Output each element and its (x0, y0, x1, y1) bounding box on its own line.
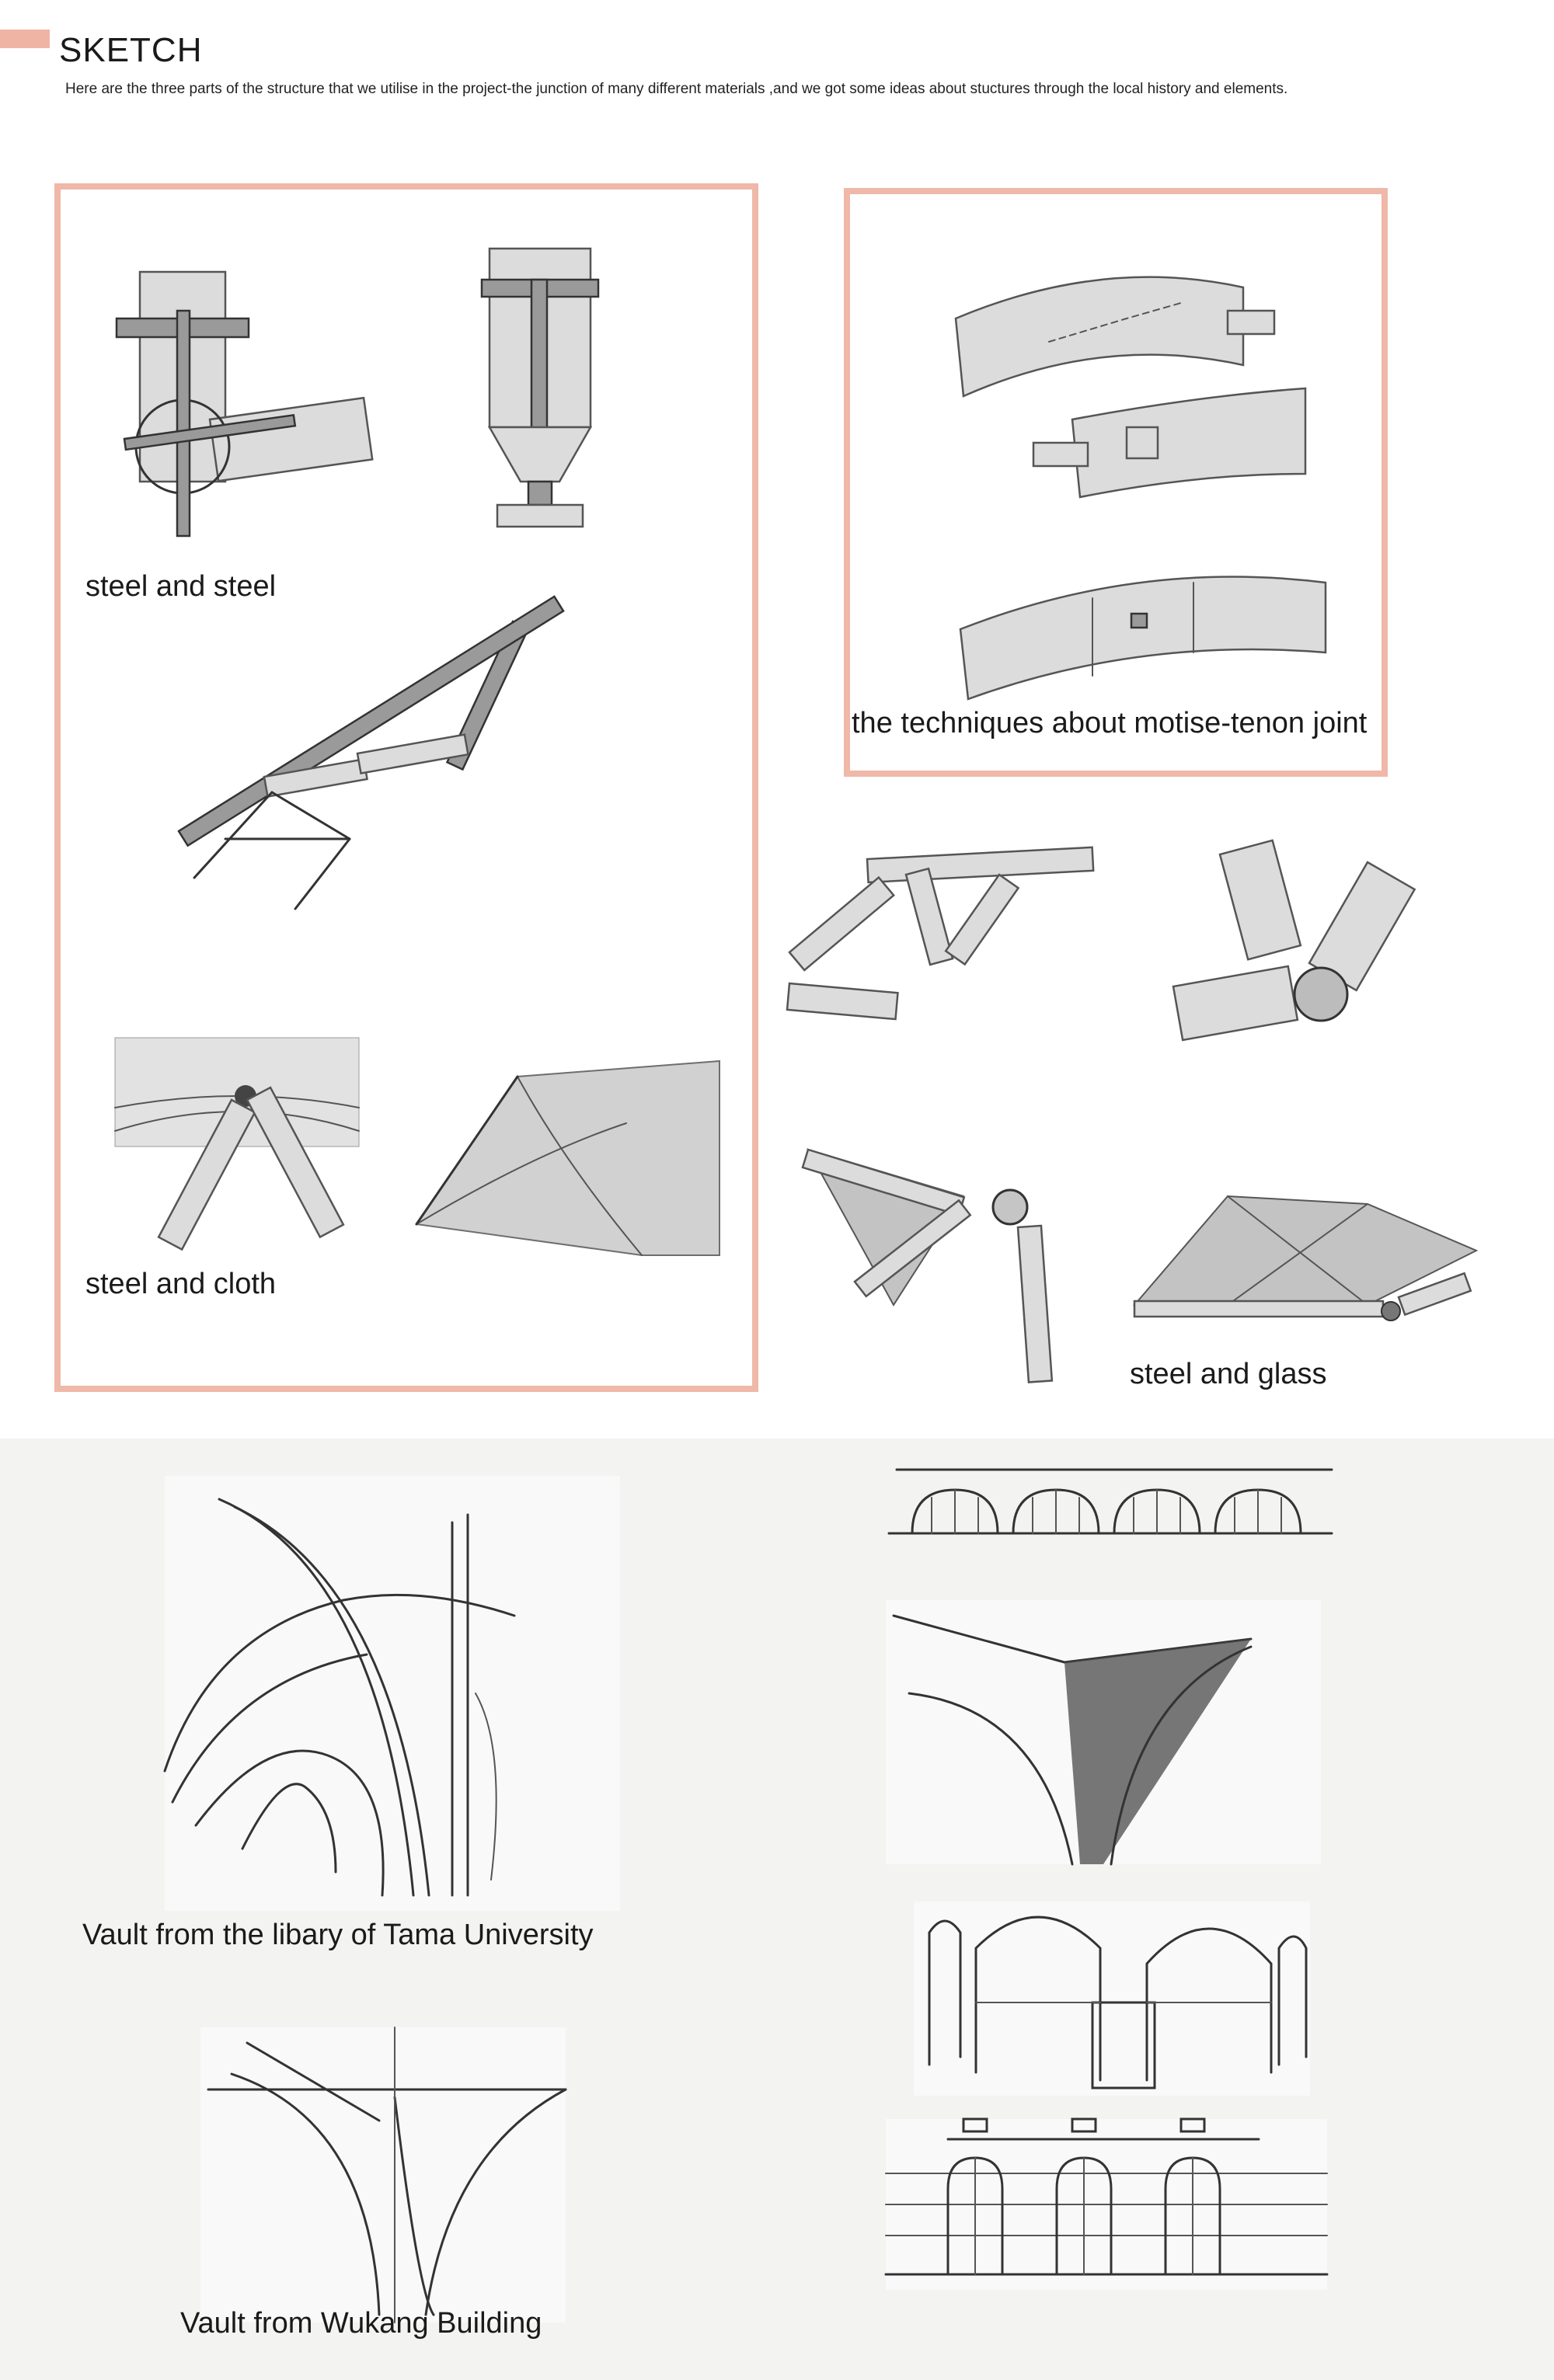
accent-bar (0, 30, 50, 48)
sketch-steel-cloth-membrane (409, 1061, 720, 1263)
caption-mortise-tenon: the techniques about motise-tenon joint (852, 707, 1368, 739)
sketch-tenon-piece-1 (948, 272, 1274, 404)
sketch-steel-truss (179, 621, 629, 917)
sketch-arch-perspective (914, 1902, 1310, 2096)
page-title: SKETCH (59, 31, 203, 69)
caption-steel-steel: steel and steel (85, 570, 277, 603)
sketch-vault-tama (165, 1476, 620, 1911)
sketch-tenon-piece-2 (1026, 388, 1321, 505)
intro-text: Here are the three parts of the structure that we utilise in the project-the junction of many different materials ,and we got some ideas about stuctures through the local history and elements. (65, 81, 1288, 97)
sketch-arcade-elevation (889, 1467, 1332, 1544)
caption-vault-tama: Vault from the libary of Tama University (82, 1919, 594, 1951)
sketch-steel-cloth-node (115, 1038, 359, 1247)
sketch-arch-elevation (886, 2119, 1327, 2290)
sketch-steel-steel-corner (109, 272, 365, 544)
sketch-steel-glass-corner (808, 1150, 1057, 1390)
sketch-steel-glass-frame (789, 859, 1085, 1014)
sketch-steel-steel-vertical (482, 249, 598, 544)
sketch-vault-wukang (200, 2027, 566, 2323)
sketch-vault-corner (886, 1600, 1321, 1864)
sketch-steel-glass-ball-joint (1173, 854, 1445, 1056)
sketch-steel-glass-roof (1134, 1188, 1476, 1328)
caption-vault-wukang: Vault from Wukang Building (180, 2307, 542, 2340)
caption-steel-glass: steel and glass (1130, 1358, 1327, 1390)
caption-steel-cloth: steel and cloth (85, 1268, 277, 1300)
sketch-tenon-assembled (953, 567, 1333, 699)
